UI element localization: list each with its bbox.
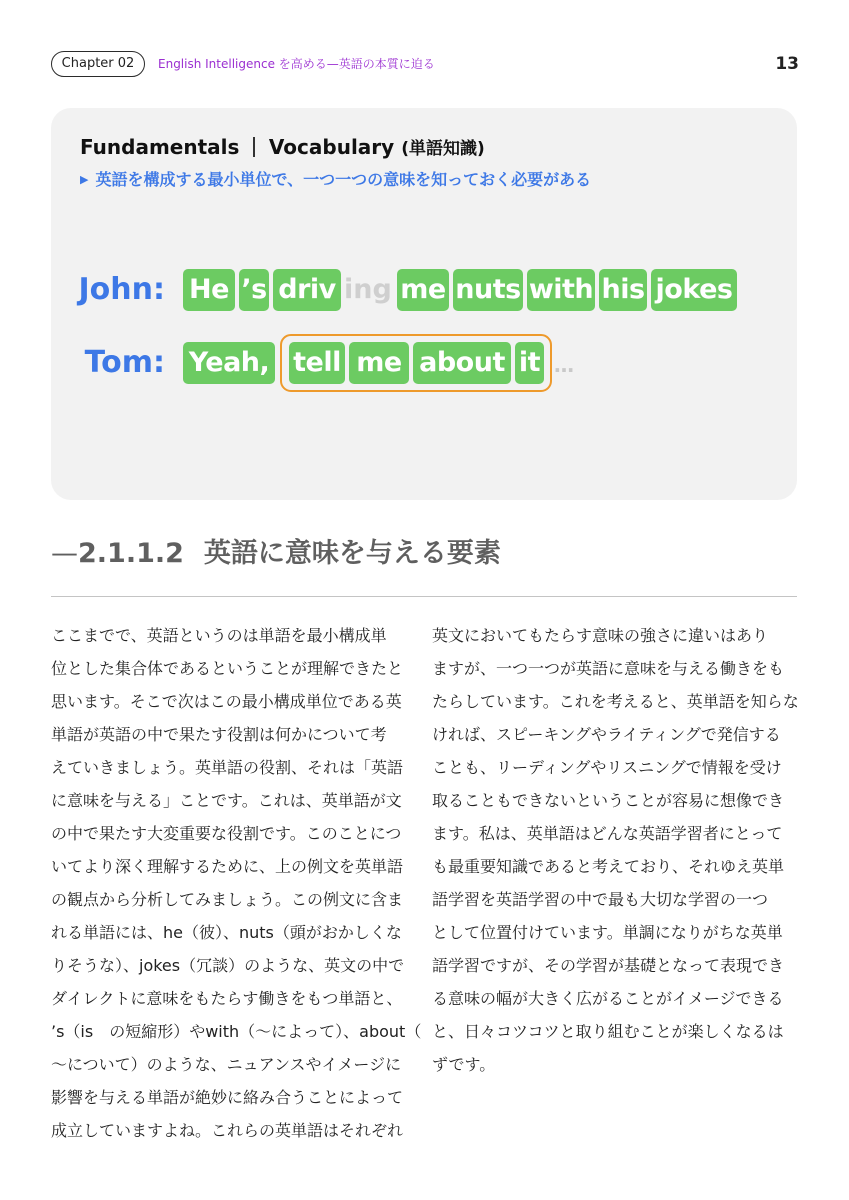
body-line: りそうな）、jokes（冗談）のような、英文の中で [51,956,405,975]
body-line: ければ、スピーキングやライティングで発信する [432,725,781,744]
example-panel [51,108,797,500]
body-line: 英文においてもたらす意味の強さに違いはあり [432,626,769,645]
word-box: ’s [239,269,269,311]
body-line: ずです。 [432,1055,496,1074]
body-line: 語学習ですが、その学習が基礎となって表現でき [432,956,785,975]
body-line: ’s（is の短縮形）やwith（〜によって）、about（ [51,1022,422,1041]
panel-heading [80,134,485,162]
dialogue-line-john [51,269,797,311]
body-line: ここまでで、英語というのは単語を最小構成単 [51,626,387,645]
body-line: ますが、一つ一つが英語に意味を与える働きをも [432,659,785,678]
body-line: たらしています。これを考えると、英単語を知らな [432,692,799,711]
chapter-badge: Chapter 02 [51,51,145,77]
section-title: 英語に意味を与える要素 [203,538,501,569]
word-box: with [527,269,595,311]
body-line: ます。私は、英単語はどんな英語学習者にとって [432,824,783,843]
word-box: me [397,269,449,311]
faded-word-suffix: ing [344,274,392,305]
heading-divider [253,137,255,157]
word-box: his [599,269,647,311]
body-line: 影響を与える単語が絶妙に絡み合うことによって [51,1088,404,1107]
body-line: 取ることもできないということが容易に想像でき [432,791,785,810]
panel-heading-category: Fundamentals [80,135,240,159]
panel-subtitle-text: 英語を構成する最小単位で、一つ一つの意味を知っておく必要がある [95,170,592,189]
panel-heading-topic: Vocabulary [268,135,395,159]
body-line: 〜について）のような、ニュアンスやイメージに [51,1055,402,1074]
body-line: 単語が英語の中で果たす役割は何かについて考 [51,725,387,744]
body-line: ダイレクトに意味をもたらす働きをもつ単語と、 [51,989,403,1008]
chapter-title: English Intelligence を高める—英語の本質に迫る [158,57,435,71]
section-heading [51,534,501,574]
word-box: nuts [453,269,523,311]
ellipsis: … [554,353,574,377]
body-column-left [51,619,421,1147]
word-box: driv [273,269,341,311]
page-number: 13 [775,54,799,74]
body-line: 思います。そこで次はこの最小構成単位である英 [51,692,402,711]
triangle-bullet-icon: ▶ [80,173,89,186]
body-line: えていきましょう。英単語の役割、それは「英語 [51,758,404,777]
body-line: 語学習を英語学習の中で最も大切な学習の一つ [432,890,769,909]
speaker-label: Tom: [84,345,165,380]
phrase-highlight-frame [280,334,552,392]
body-line: に意味を与える」ことです。これは、英単語が文 [51,791,402,810]
section-number: 2.1.1.2 [78,538,184,569]
body-line: ことも、リーディングやリスニングで情報を受け [432,758,782,777]
body-line: も最重要知識であると考えており、それゆえ英単 [432,857,785,876]
word-box: about [413,342,511,384]
panel-heading-paren: (単語知識) [401,139,485,159]
word-box: it [515,342,544,384]
body-line: と、日々コツコツと取り組むことが楽しくなるは [432,1022,784,1041]
body-line: 位とした集合体であるということが理解できたと [51,659,404,678]
panel-subtitle [80,169,591,191]
word-box: Yeah, [183,342,275,384]
word-box: tell [289,342,345,384]
section-divider [51,596,797,597]
body-line: いてより深く理解するために、上の例文を英単語 [51,857,404,876]
body-line: として位置付けています。単調になりがちな英単 [432,923,783,942]
section-dash: — [51,538,78,569]
body-line: れる単語には、he（彼）、nuts（頭がおかしくな [51,923,402,942]
body-line: の観点から分析してみましょう。この例文に含ま [51,890,404,909]
word-box: He [183,269,235,311]
word-box: me [349,342,409,384]
speaker-label: John: [78,272,165,307]
word-box: jokes [651,269,737,311]
body-line: 成立していますよね。これらの英単語はそれぞれ [51,1121,404,1140]
body-column-right [432,619,802,1081]
body-line: る意味の幅が大きく広がることがイメージできる [432,989,784,1008]
body-line: の中で果たす大変重要な役割です。このことにつ [51,824,402,843]
